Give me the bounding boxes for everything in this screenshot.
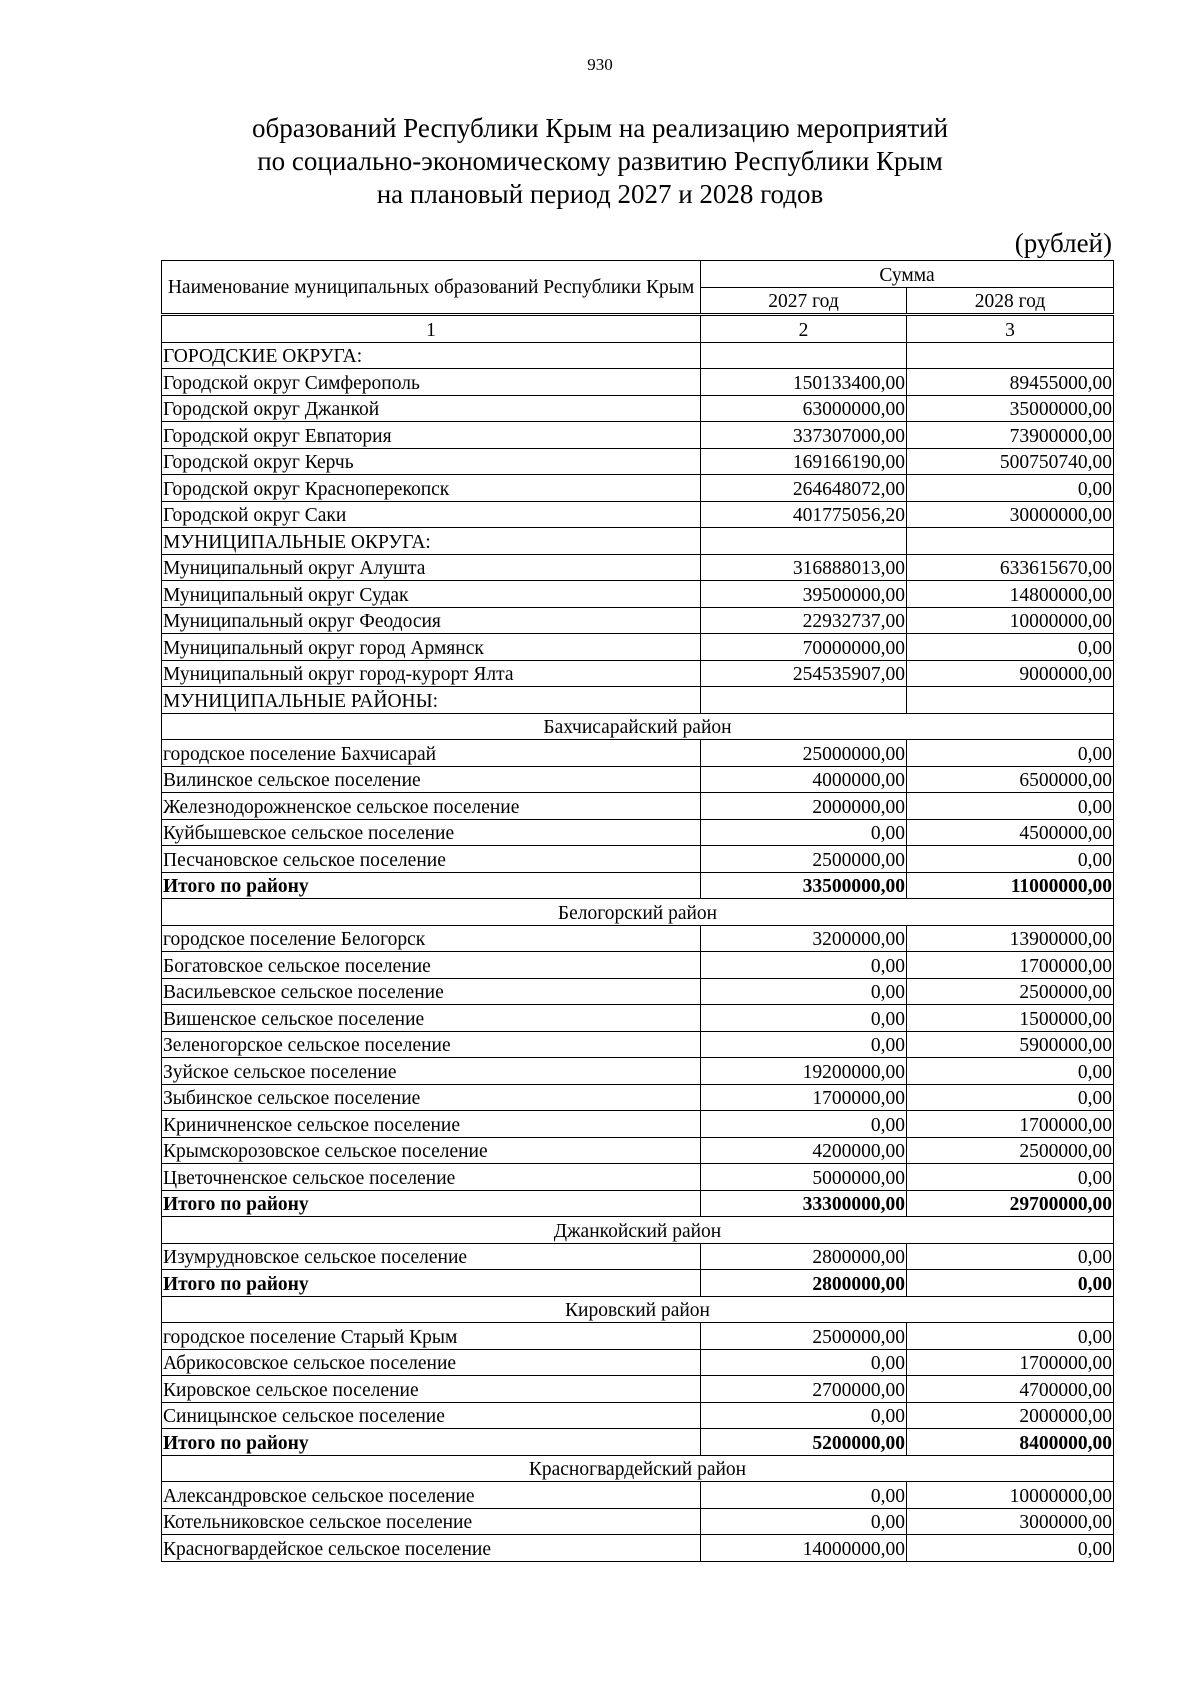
- table-row: [162, 501, 1114, 528]
- amount-2027-cell: 0,00: [701, 952, 907, 979]
- amount-2027-cell: 0,00: [701, 1508, 907, 1535]
- amount-2028-cell: 2500000,00: [907, 978, 1114, 1005]
- amount-2028-cell: 0,00: [907, 1535, 1114, 1562]
- amount-2028-cell: 1700000,00: [907, 1111, 1114, 1138]
- table-row: [162, 1111, 1114, 1138]
- table-row: [162, 925, 1114, 952]
- table-row: [162, 766, 1114, 793]
- amount-2027-cell: 33300000,00: [701, 1190, 907, 1217]
- municipality-name-cell: Городской округ Джанкой: [162, 395, 701, 422]
- amount-2027-cell: 2500000,00: [701, 846, 907, 873]
- amount-2027-cell: 19200000,00: [701, 1058, 907, 1085]
- district-name-cell: Джанкойский район: [162, 1217, 1114, 1244]
- amount-2027-cell: 4000000,00: [701, 766, 907, 793]
- amount-2028-cell: 1700000,00: [907, 952, 1114, 979]
- municipality-name-cell: Зуйское сельское поселение: [162, 1058, 701, 1085]
- page-number: 930: [587, 55, 613, 74]
- title-line: на плановый период 2027 и 2028 годов: [376, 179, 824, 209]
- amount-2028-cell: 10000000,00: [907, 607, 1114, 634]
- table-row: [162, 607, 1114, 634]
- amount-2028-cell: 8400000,00: [907, 1429, 1114, 1456]
- amount-2028-cell: 10000000,00: [907, 1482, 1114, 1509]
- municipality-name-cell: Песчановское сельское поселение: [162, 846, 701, 873]
- municipality-name-cell: Крымскорозовское сельское поселение: [162, 1137, 701, 1164]
- table-row: [162, 1482, 1114, 1509]
- amount-2027-cell: 0,00: [701, 1482, 907, 1509]
- amount-2027-cell: 254535907,00: [701, 660, 907, 687]
- municipality-name-cell: Муниципальный округ Феодосия: [162, 607, 701, 634]
- amount-2027-cell: 4200000,00: [701, 1137, 907, 1164]
- amount-2028-cell: 0,00: [907, 634, 1114, 661]
- amount-2028-cell: 89455000,00: [907, 369, 1114, 396]
- amount-2028-cell: 5900000,00: [907, 1031, 1114, 1058]
- municipality-name-cell: Котельниковское сельское поселение: [162, 1508, 701, 1535]
- municipality-name-cell: Муниципальный округ Алушта: [162, 554, 701, 581]
- table-row: [162, 581, 1114, 608]
- table-header-row: [162, 261, 1114, 288]
- amount-2027-cell: 70000000,00: [701, 634, 907, 661]
- column-number: 2: [701, 315, 907, 343]
- table-row: [162, 846, 1114, 873]
- district-heading-row: [162, 899, 1114, 926]
- district-heading-row: [162, 713, 1114, 740]
- empty-cell: [701, 687, 907, 714]
- section-heading-row: [162, 687, 1114, 714]
- title-line: образований Республики Крым на реализацию мероприятий: [251, 113, 949, 143]
- amount-2028-cell: 0,00: [907, 1243, 1114, 1270]
- empty-cell: [907, 342, 1114, 369]
- amount-2027-cell: 169166190,00: [701, 448, 907, 475]
- column-number: 3: [907, 315, 1114, 343]
- district-heading-row: [162, 1217, 1114, 1244]
- district-heading-row: [162, 1296, 1114, 1323]
- section-heading-row: [162, 528, 1114, 555]
- district-total-row: [162, 1270, 1114, 1297]
- header-year-2027: 2027 год: [701, 287, 907, 315]
- table-row: [162, 1508, 1114, 1535]
- municipality-name-cell: Итого по району: [162, 1429, 701, 1456]
- amount-2028-cell: 2000000,00: [907, 1402, 1114, 1429]
- municipality-name-cell: Цветочненское сельское поселение: [162, 1164, 701, 1191]
- document-title: [0, 112, 1200, 211]
- municipality-name-cell: городское поселение Старый Крым: [162, 1323, 701, 1350]
- column-number: 1: [162, 315, 701, 343]
- amount-2027-cell: 0,00: [701, 1031, 907, 1058]
- empty-cell: [701, 342, 907, 369]
- municipality-name-cell: Городской округ Евпатория: [162, 422, 701, 449]
- municipality-name-cell: Городской округ Саки: [162, 501, 701, 528]
- amount-2027-cell: 316888013,00: [701, 554, 907, 581]
- municipality-name-cell: Криничненское сельское поселение: [162, 1111, 701, 1138]
- amount-2028-cell: 0,00: [907, 846, 1114, 873]
- municipality-name-cell: Железнодорожненское сельское поселение: [162, 793, 701, 820]
- table-row: [162, 448, 1114, 475]
- amount-2028-cell: 73900000,00: [907, 422, 1114, 449]
- amount-2028-cell: 30000000,00: [907, 501, 1114, 528]
- municipality-name-cell: Красногвардейское сельское поселение: [162, 1535, 701, 1562]
- amount-2027-cell: 22932737,00: [701, 607, 907, 634]
- amount-2027-cell: 0,00: [701, 978, 907, 1005]
- table-row: [162, 1535, 1114, 1562]
- empty-cell: [701, 528, 907, 555]
- table-row: [162, 554, 1114, 581]
- table-row: [162, 634, 1114, 661]
- municipality-name-cell: Муниципальный округ город-курорт Ялта: [162, 660, 701, 687]
- table-row: [162, 1084, 1114, 1111]
- amount-2028-cell: 0,00: [907, 475, 1114, 502]
- municipality-name-cell: Зыбинское сельское поселение: [162, 1084, 701, 1111]
- amount-2028-cell: 35000000,00: [907, 395, 1114, 422]
- amount-2027-cell: 2000000,00: [701, 793, 907, 820]
- header-sum-cell: Сумма: [701, 261, 1114, 288]
- amount-2027-cell: 337307000,00: [701, 422, 907, 449]
- empty-cell: [907, 687, 1114, 714]
- amount-2027-cell: 33500000,00: [701, 872, 907, 899]
- municipality-name-cell: Богатовское сельское поселение: [162, 952, 701, 979]
- district-name-cell: Кировский район: [162, 1296, 1114, 1323]
- table-row: [162, 1243, 1114, 1270]
- amount-2028-cell: 6500000,00: [907, 766, 1114, 793]
- municipality-name-cell: Вилинское сельское поселение: [162, 766, 701, 793]
- district-heading-row: [162, 1455, 1114, 1482]
- section-heading-row: [162, 342, 1114, 369]
- amount-2027-cell: 0,00: [701, 1349, 907, 1376]
- district-total-row: [162, 872, 1114, 899]
- municipality-name-cell: Кировское сельское поселение: [162, 1376, 701, 1403]
- amount-2027-cell: 0,00: [701, 1402, 907, 1429]
- amount-2027-cell: 5200000,00: [701, 1429, 907, 1456]
- table-row: [162, 1031, 1114, 1058]
- district-total-row: [162, 1190, 1114, 1217]
- amount-2028-cell: 0,00: [907, 1323, 1114, 1350]
- amount-2027-cell: 401775056,20: [701, 501, 907, 528]
- amount-2028-cell: 13900000,00: [907, 925, 1114, 952]
- amount-2028-cell: 0,00: [907, 1164, 1114, 1191]
- municipality-name-cell: Куйбышевское сельское поселение: [162, 819, 701, 846]
- amount-2027-cell: 5000000,00: [701, 1164, 907, 1191]
- table-row: [162, 1164, 1114, 1191]
- amount-2028-cell: 9000000,00: [907, 660, 1114, 687]
- district-name-cell: Красногвардейский район: [162, 1455, 1114, 1482]
- table-row: [162, 1058, 1114, 1085]
- table-row: [162, 1137, 1114, 1164]
- amount-2028-cell: 29700000,00: [907, 1190, 1114, 1217]
- column-numbers-row: [162, 315, 1114, 343]
- amount-2028-cell: 0,00: [907, 1084, 1114, 1111]
- municipality-name-cell: Изумрудновское сельское поселение: [162, 1243, 701, 1270]
- amount-2027-cell: 2800000,00: [701, 1243, 907, 1270]
- municipality-name-cell: Абрикосовское сельское поселение: [162, 1349, 701, 1376]
- amount-2028-cell: 0,00: [907, 740, 1114, 767]
- amount-2027-cell: 3200000,00: [701, 925, 907, 952]
- header-name-cell: Наименование муниципальных образований Республики Крым: [162, 261, 701, 315]
- table-row: [162, 369, 1114, 396]
- municipality-name-cell: Зеленогорское сельское поселение: [162, 1031, 701, 1058]
- amount-2028-cell: 3000000,00: [907, 1508, 1114, 1535]
- amount-2028-cell: 633615670,00: [907, 554, 1114, 581]
- table-row: [162, 952, 1114, 979]
- table-row: [162, 740, 1114, 767]
- table-row: [162, 819, 1114, 846]
- section-name-cell: МУНИЦИПАЛЬНЫЕ РАЙОНЫ:: [162, 687, 701, 714]
- municipality-name-cell: городское поселение Белогорск: [162, 925, 701, 952]
- budget-table: [161, 260, 1114, 1562]
- amount-2027-cell: 63000000,00: [701, 395, 907, 422]
- amount-2028-cell: 0,00: [907, 1058, 1114, 1085]
- amount-2027-cell: 14000000,00: [701, 1535, 907, 1562]
- municipality-name-cell: Итого по району: [162, 872, 701, 899]
- amount-2027-cell: 1700000,00: [701, 1084, 907, 1111]
- section-name-cell: ГОРОДСКИЕ ОКРУГА:: [162, 342, 701, 369]
- amount-2027-cell: 25000000,00: [701, 740, 907, 767]
- municipality-name-cell: Вишенское сельское поселение: [162, 1005, 701, 1032]
- amount-2028-cell: 4700000,00: [907, 1376, 1114, 1403]
- amount-2028-cell: 4500000,00: [907, 819, 1114, 846]
- amount-2027-cell: 0,00: [701, 819, 907, 846]
- amount-2028-cell: 500750740,00: [907, 448, 1114, 475]
- table-row: [162, 1349, 1114, 1376]
- municipality-name-cell: Муниципальный округ город Армянск: [162, 634, 701, 661]
- table-row: [162, 1323, 1114, 1350]
- table-row: [162, 1005, 1114, 1032]
- municipality-name-cell: городское поселение Бахчисарай: [162, 740, 701, 767]
- amount-2028-cell: 0,00: [907, 793, 1114, 820]
- table-row: [162, 660, 1114, 687]
- municipality-name-cell: Городской округ Симферополь: [162, 369, 701, 396]
- unit-label: (рублей): [1014, 228, 1112, 258]
- amount-2028-cell: 2500000,00: [907, 1137, 1114, 1164]
- amount-2027-cell: 150133400,00: [701, 369, 907, 396]
- municipality-name-cell: Васильевское сельское поселение: [162, 978, 701, 1005]
- title-line: по социально-экономическому развитию Республики Крым: [257, 146, 943, 176]
- table-row: [162, 1402, 1114, 1429]
- amount-2027-cell: 0,00: [701, 1005, 907, 1032]
- table-row: [162, 422, 1114, 449]
- municipality-name-cell: Муниципальный округ Судак: [162, 581, 701, 608]
- empty-cell: [907, 528, 1114, 555]
- amount-2028-cell: 11000000,00: [907, 872, 1114, 899]
- header-year-2028: 2028 год: [907, 287, 1114, 315]
- table-row: [162, 793, 1114, 820]
- amount-2027-cell: 0,00: [701, 1111, 907, 1138]
- section-name-cell: МУНИЦИПАЛЬНЫЕ ОКРУГА:: [162, 528, 701, 555]
- amount-2027-cell: 2700000,00: [701, 1376, 907, 1403]
- district-name-cell: Бахчисарайский район: [162, 713, 1114, 740]
- table-row: [162, 475, 1114, 502]
- municipality-name-cell: Александровское сельское поселение: [162, 1482, 701, 1509]
- amount-2027-cell: 2800000,00: [701, 1270, 907, 1297]
- amount-2027-cell: 39500000,00: [701, 581, 907, 608]
- table-row: [162, 978, 1114, 1005]
- municipality-name-cell: Синицынское сельское поселение: [162, 1402, 701, 1429]
- amount-2027-cell: 264648072,00: [701, 475, 907, 502]
- district-name-cell: Белогорский район: [162, 899, 1114, 926]
- table-row: [162, 395, 1114, 422]
- amount-2027-cell: 2500000,00: [701, 1323, 907, 1350]
- municipality-name-cell: Городской округ Красноперекопск: [162, 475, 701, 502]
- amount-2028-cell: 14800000,00: [907, 581, 1114, 608]
- municipality-name-cell: Итого по району: [162, 1270, 701, 1297]
- amount-2028-cell: 1500000,00: [907, 1005, 1114, 1032]
- amount-2028-cell: 0,00: [907, 1270, 1114, 1297]
- municipality-name-cell: Городской округ Керчь: [162, 448, 701, 475]
- amount-2028-cell: 1700000,00: [907, 1349, 1114, 1376]
- table-row: [162, 1376, 1114, 1403]
- municipality-name-cell: Итого по району: [162, 1190, 701, 1217]
- district-total-row: [162, 1429, 1114, 1456]
